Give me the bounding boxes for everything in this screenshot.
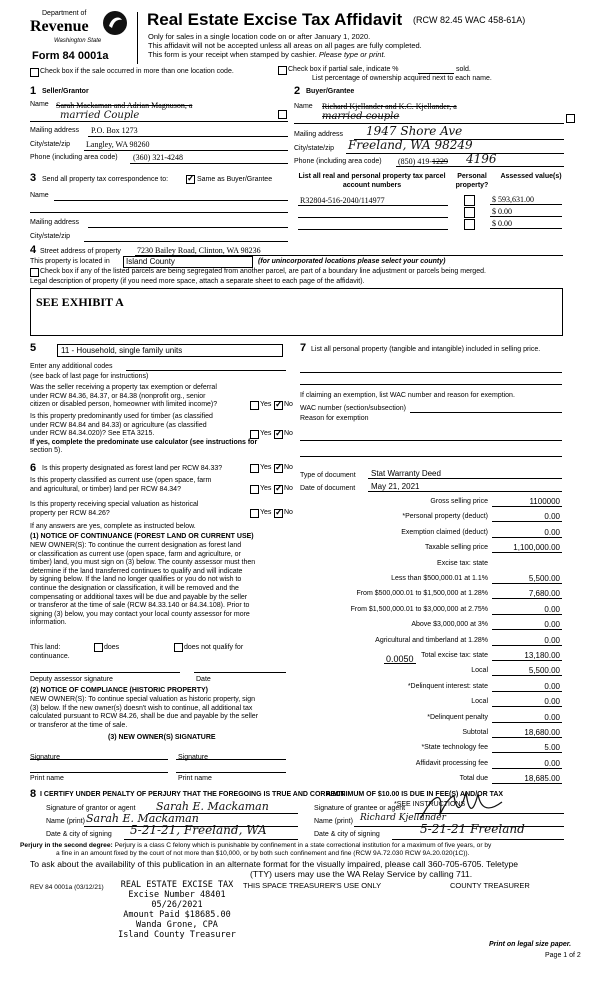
additional-codes-label: Enter any additional codes: [30, 363, 113, 370]
this-land-label: This land:: [30, 644, 61, 651]
parcel-number: R32804-516-2040/114977: [300, 196, 385, 205]
state-label: Washington State: [54, 38, 102, 44]
tax-row-value: 7,680.00: [528, 589, 560, 599]
notice-text-line: or classification as current use (open space, farm and agriculture, or: [30, 550, 241, 558]
new-owner-print-1: Print name: [30, 775, 64, 782]
grantee-date-handwritten: 5-21-21 Freeland: [420, 822, 525, 836]
legal-description-field[interactable]: [30, 288, 563, 336]
tax-row-line: [492, 552, 562, 553]
treasurer-use-label: THIS SPACE TREASURER'S USE ONLY: [243, 881, 382, 890]
tax-row-label: Total due: [459, 775, 488, 783]
new-owner-print-2: Print name: [178, 775, 212, 782]
forest-no-checkbox[interactable]: [274, 464, 283, 473]
tax-row-label: *Personal property (deduct): [402, 513, 488, 521]
notice-compliance-title: (2) NOTICE OF COMPLIANCE (HISTORIC PROPERTY): [30, 687, 208, 694]
tax-row-label: Exemption claimed (deduct): [401, 528, 488, 536]
street-address-value: 7230 Bailey Road, Clinton, WA 98236: [137, 246, 261, 255]
tax-row-line: [492, 537, 562, 538]
corr-mail-label: Mailing address: [30, 219, 80, 226]
tax-row-label: Total excise tax: state: [421, 652, 488, 659]
local-rate: 0.0050: [386, 654, 414, 664]
county-note: (for unincorporated locations please select your county): [258, 258, 446, 265]
tax-row-value: 0.00: [544, 635, 560, 645]
buyer-city-label: City/state/zip: [294, 145, 335, 152]
tax-row-label: Gross selling price: [430, 498, 488, 505]
section-1-number: 1: [30, 85, 37, 97]
tax-row-value: 5,500.00: [528, 574, 560, 583]
tax-row-label: *Delinquent penalty: [427, 713, 488, 721]
stamp-line: Amount Paid $18685.00: [123, 910, 231, 920]
seller-mail-value: P.O. Box 1273: [91, 126, 138, 135]
parcel-col-header: List all real and personal property tax parcel account numbers: [298, 173, 446, 189]
wac-number-label: WAC number (section/subsection): [300, 405, 406, 412]
grantee-name-label: Name (print): [314, 818, 353, 825]
tax-row-line: [492, 521, 562, 522]
seller-phone-value: (360) 321-4248: [133, 153, 183, 162]
tax-row-label: Subtotal: [462, 729, 488, 736]
statute-ref: (RCW 82.45 WAC 458-61A): [413, 15, 526, 25]
correspondence-label: Send all property tax correspondence to:: [42, 176, 169, 183]
tax-row-value: 18,680.00: [524, 728, 560, 737]
personal-property-checkbox-2[interactable]: [464, 207, 475, 218]
tax-row-line: [492, 768, 562, 769]
notice-text-line: information.: [30, 619, 67, 627]
tax-row-line: [492, 506, 562, 507]
tax-row-value: 0.00: [544, 758, 560, 768]
buyer-name-value: Richard Kjellander and K.C. Kjellander, a: [322, 102, 457, 111]
seller-mail-label: Mailing address: [30, 127, 80, 134]
tax-row-value: 0.00: [544, 604, 560, 614]
form-number: Form 84 0001a: [32, 50, 109, 62]
notice-text-line: continue the designation or classification, it will be removed and the: [30, 584, 239, 592]
historic-yes-checkbox[interactable]: [250, 509, 259, 518]
buyer-phone-label: Phone (including area code): [294, 158, 382, 165]
buyer-mail-label: Mailing address: [294, 131, 344, 138]
buyer-heading: Buyer/Grantee: [306, 88, 355, 95]
partial-sale-label: Check box if partial sale, indicate %: [288, 66, 399, 73]
perjury-cert: I CERTIFY UNDER PENALTY OF PERJURY THAT THE FOREGOING IS TRUE AND CORRECT: [40, 791, 345, 798]
grantee-signature-label: Signature of grantee or agent: [314, 805, 406, 812]
section-4-number: 4: [30, 244, 37, 256]
section-3-number: 3: [30, 172, 37, 184]
header-line-1: Only for sales in a single location code on or after January 1, 2020.: [148, 32, 371, 41]
tax-row-label: Less than $500,000.01 at 1.1%: [391, 575, 488, 582]
yes-instructions: If any answers are yes, complete as instructed below.: [30, 523, 196, 530]
tax-row-label: From $500,000.01 to $1,500,000 at 1.28%: [356, 590, 488, 598]
corr-name-label: Name: [30, 192, 49, 199]
notice-text-line: compensating or additional taxes will be due and payable by the seller: [30, 593, 248, 601]
grantor-date-label: Date & city of signing: [46, 831, 112, 838]
buyer-phone-handwritten: 4196: [466, 152, 497, 166]
see-instructions: *SEE INSTRUCTIONS: [394, 801, 466, 808]
exemption-claim-label: If claiming an exemption, list WAC number and reason for exemption.: [300, 392, 515, 399]
tax-row-line: [492, 629, 562, 630]
treasurer-stamp: [112, 880, 242, 940]
notice-text-line: (3) below. If the new owner(s) doesn't wish to continue, all additional tax: [30, 704, 253, 712]
section-5-number: 5: [30, 342, 37, 354]
revenue-logo: [30, 10, 130, 48]
stamp-line: Island County Treasurer: [118, 930, 236, 940]
personal-property-checkbox-1[interactable]: [464, 195, 475, 206]
tax-row-line: [492, 598, 562, 599]
land-use-code-select[interactable]: 11 - Household, single family units: [57, 344, 283, 357]
page-number: Page 1 of 2: [545, 952, 581, 959]
tax-row-line: [492, 783, 562, 784]
tax-row-value: 5,500.00: [528, 666, 560, 676]
forest-yes-checkbox[interactable]: [250, 464, 259, 473]
tax-row-label: Affidavit processing fee: [415, 759, 488, 767]
grantor-name-handwritten: Sarah E. Mackaman: [86, 812, 199, 825]
tax-row-line: [492, 691, 562, 692]
seller-phone-label: Phone (including area code): [30, 154, 118, 161]
tax-row-label: Local: [471, 698, 488, 706]
forest-land-question: Is this property designated as forest land per RCW 84.33?: [42, 465, 223, 472]
notice-text-line: timber) land, you must sign on (3) below. The county assessor must then: [30, 559, 256, 567]
section-6-number: 6: [30, 462, 37, 474]
located-in-label: This property is located in: [30, 258, 110, 265]
county-treasurer-label: COUNTY TREASURER: [450, 881, 530, 890]
tax-row-line: [492, 675, 562, 676]
deputy-assessor-label: Deputy assessor signature: [30, 676, 113, 683]
additional-codes-note: (see back of last page for instructions): [30, 373, 149, 380]
tax-row-label: From $1,500,000.01 to $3,000,000 at 2.75%: [350, 605, 488, 613]
tax-row-value: 0.00: [544, 527, 560, 537]
tax-row-label: *Delinquent interest: state: [407, 682, 488, 690]
new-owner-signature-title: (3) NEW OWNER(S) SIGNATURE: [108, 734, 216, 741]
buyer-city-handwritten: Freeland, WA 98249: [348, 138, 473, 152]
notice-text-line: signing (3) below, you may contact your local county assessor for more: [30, 610, 250, 618]
tax-row-value: 18,685.00: [524, 774, 560, 784]
segregated-label: Check box if any of the listed parcels are being segregated from another parcel, are part of a boundary line adjustment or parcels being merged.: [40, 268, 486, 275]
ownership-pct-label: List percentage of ownership acquired next to each name.: [312, 75, 492, 82]
exemption-no-checkbox[interactable]: [274, 401, 283, 410]
personal-property-list-label: List all personal property (tangible and intangible) included in selling price.: [311, 346, 541, 353]
tax-row-line: [492, 645, 562, 646]
grantor-date-handwritten: 5-21-21, Freeland, WA: [130, 823, 267, 837]
does-qualify-checkbox[interactable]: [94, 643, 103, 652]
minimum-fee-notice: A MINIMUM OF $10.00 IS DUE IN FEE(S) AND/OR TAX: [326, 791, 504, 798]
buyer-phone-value: (850) 419-1229: [398, 157, 448, 166]
tax-row-label: Local: [471, 667, 488, 675]
assessed-value-1: $ 593,631.00: [492, 195, 534, 204]
current-use-no-checkbox[interactable]: [274, 485, 283, 494]
notice-continuance-text: [30, 542, 255, 628]
revenue-emblem-icon: [102, 10, 128, 36]
tax-row-value: 5.00: [544, 743, 560, 753]
buyer-add-button[interactable]: [566, 114, 575, 123]
tax-row-line: [492, 737, 562, 738]
historic-question: Is this property receiving special valuation as historical property per RCW 84.26?: [30, 501, 199, 517]
tax-row-value: 1100000: [529, 497, 560, 506]
county-select[interactable]: Island County: [123, 256, 253, 268]
does-not-qualify-checkbox[interactable]: [174, 643, 183, 652]
seller-name-label: Name: [30, 101, 49, 108]
notice-text-line: NEW OWNER(S): To continue the current designation as forest land: [30, 542, 242, 549]
new-owner-signature-1: Signature: [30, 754, 60, 761]
agency-label: Revenue: [30, 18, 89, 35]
buyer-name-handwritten: married couple: [322, 111, 400, 122]
seller-add-button[interactable]: [278, 110, 287, 119]
tax-row-label: Excise tax: state: [437, 559, 488, 567]
tax-row-label: Agricultural and timberland at 1.28%: [375, 636, 488, 644]
seller-heading: Seller/Grantor: [42, 88, 89, 95]
assessed-value-3: $ 0.00: [492, 219, 512, 228]
section-8-number: 8: [30, 788, 37, 800]
grantor-signature-label: Signature of grantor or agent: [46, 805, 136, 812]
notice-text-line: or transferor at the time of sale.: [30, 721, 128, 729]
notice-text-line: or transferor at the time of sale (RCW 84.33.140 or 84.34.108). Prior to: [30, 602, 250, 610]
corr-city-label: City/state/zip: [30, 233, 71, 240]
historic-no-checkbox[interactable]: [274, 509, 283, 518]
seller-city-label: City/state/zip: [30, 141, 71, 148]
doc-date-value: May 21, 2021: [371, 482, 420, 491]
legal-description-value: SEE EXHIBIT A: [36, 295, 124, 309]
legal-paper-note: Print on legal size paper.: [489, 941, 572, 948]
grantee-date-label: Date & city of signing: [314, 831, 380, 838]
new-owner-signature-2: Signature: [178, 754, 208, 761]
current-use-yes-checkbox[interactable]: [250, 485, 259, 494]
tax-row-value: 0.00: [544, 620, 560, 630]
tax-row-value: 13,180.00: [524, 651, 560, 660]
timber-no-checkbox[interactable]: [274, 430, 283, 439]
tax-row-line: [492, 752, 562, 753]
multi-location-checkbox[interactable]: [30, 68, 39, 77]
personal-property-checkbox-3[interactable]: [464, 219, 475, 230]
notice-continuance-title: (1) NOTICE OF CONTINUANCE (FOREST LAND OR CURRENT USE): [30, 533, 254, 540]
legal-description-label: Legal description of property (if you need more space, attach a separate sheet to each page of the affidavit).: [30, 278, 365, 285]
section-2-number: 2: [294, 85, 301, 97]
revision-number: REV 84 0001a (03/12/21): [30, 884, 104, 891]
segregated-checkbox[interactable]: [30, 268, 39, 277]
seller-name-handwritten: married Couple: [60, 110, 140, 121]
seller-name-value: Sarah Mackaman and Adrian Magnuson, a: [56, 101, 193, 110]
tax-row-label: Above $3,000,000 at 3%: [411, 621, 488, 629]
tax-row-label: *State technology fee: [421, 744, 488, 752]
perjury-notice: Perjury in the second degree: Perjury is a class C felony which is punishable by confinement in a state correctional institution for a maximum of five years, or by a fine in an amount fixed by the court of not more than $10,000, or by both such confinement and fine (RCW 9A.72.030 RCW 9A.20.020(1C)).: [20, 842, 492, 857]
tax-row-value: 0.00: [544, 512, 560, 522]
tax-row-label: Taxable selling price: [424, 544, 488, 552]
tax-row-line: [492, 722, 562, 723]
deputy-date-label: Date: [196, 676, 211, 683]
page-title: Real Estate Excise Tax Affidavit: [147, 10, 403, 29]
stamp-line: Wanda Grone, CPA: [136, 920, 218, 930]
dept-label: Department of: [42, 10, 87, 17]
stamp-line: 05/26/2021: [151, 900, 203, 910]
exemption-yes-checkbox[interactable]: [250, 401, 259, 410]
same-as-buyer-label: Same as Buyer/Grantee: [197, 176, 273, 183]
exemption-reason-label: Reason for exemption: [300, 415, 369, 422]
tax-row-line: [492, 706, 562, 707]
header-line-2: This affidavit will not be accepted unless all areas on all pages are fully completed.: [148, 41, 422, 50]
current-use-question: Is this property classified as current use (open space, farm and agricultural, or timber) land per RCW 84.34?: [30, 477, 212, 493]
section-7-number: 7: [300, 342, 307, 354]
grantor-signature-image: Sarah E. Mackaman: [156, 800, 269, 813]
same-as-buyer-checkbox[interactable]: [186, 175, 195, 184]
tax-row-line: [492, 614, 562, 615]
assessed-value-header: Assessed value(s): [500, 173, 562, 180]
stamp-line: Excise Number 48401: [128, 890, 226, 900]
notice-text-line: calculated pursuant to RCW 84.26, shall be due and payable by the seller: [30, 713, 259, 721]
notice-compliance-text: [30, 696, 258, 730]
header-divider: [137, 12, 138, 64]
doc-date-label: Date of document: [300, 485, 356, 492]
timber-question: Is this property predominantly used for timber (as classified under RCW 84.84 and 84.33) or agriculture (as classified under RCW 84.34.020)? See ETA 3215. If yes, complete the predominate use calculator (see instructions for section 5).: [30, 413, 258, 454]
exemption-question: Was the seller receiving a property tax exemption or deferral under RCW 84.36, 84.37, or 84.38 (nonprofit org., senior citizen or disabled person, homeowner with limited income)?: [30, 384, 218, 408]
tax-row-value: 1,100,000.00: [513, 543, 560, 553]
tax-row-line: [492, 660, 562, 661]
notice-text-line: NEW OWNER(S): To continue special valuation as historic property, sign: [30, 696, 255, 703]
partial-sale-checkbox[interactable]: [278, 66, 287, 75]
seller-city-value: Langley, WA 98260: [86, 140, 150, 149]
tax-row-value: 0.00: [544, 712, 560, 722]
doc-type-label: Type of document: [300, 472, 356, 479]
tax-row-value: 0.00: [544, 681, 560, 691]
sold-label: sold.: [456, 66, 471, 73]
tax-row-value: 0.00: [544, 697, 560, 707]
stamp-line: REAL ESTATE EXCISE TAX: [120, 880, 234, 890]
header-line-3: This form is your receipt when stamped by cashier. Please type or print.: [148, 50, 386, 59]
notice-text-line: determine if the land transferred continues to qualify and will indicate: [30, 567, 243, 575]
tax-row-line: [492, 583, 562, 584]
buyer-name-label: Name: [294, 103, 313, 110]
notice-text-line: by signing below. If the land no longer qualifies or you do not wish to: [30, 576, 242, 584]
doc-type-value: Stat Warranty Deed: [371, 469, 441, 478]
street-address-label: Street address of property: [40, 248, 121, 255]
timber-yes-checkbox[interactable]: [250, 430, 259, 439]
grantor-name-label: Name (print): [46, 818, 85, 825]
grantee-name-handwritten: Richard Kjellander: [360, 813, 446, 823]
personal-property-header: Personal property?: [455, 173, 489, 189]
accessibility-notice: To ask about the availability of this publication in an alternate format for the visually impaired, please call 360-705-6705. Teletype (TTY) users may use the WA Relay Service by calling 711.: [30, 859, 519, 879]
multi-location-label: Check box if the sale occurred in more than one location code.: [40, 68, 234, 75]
assessed-value-2: $ 0.00: [492, 207, 512, 216]
buyer-mail-handwritten: 1947 Shore Ave: [366, 124, 463, 138]
